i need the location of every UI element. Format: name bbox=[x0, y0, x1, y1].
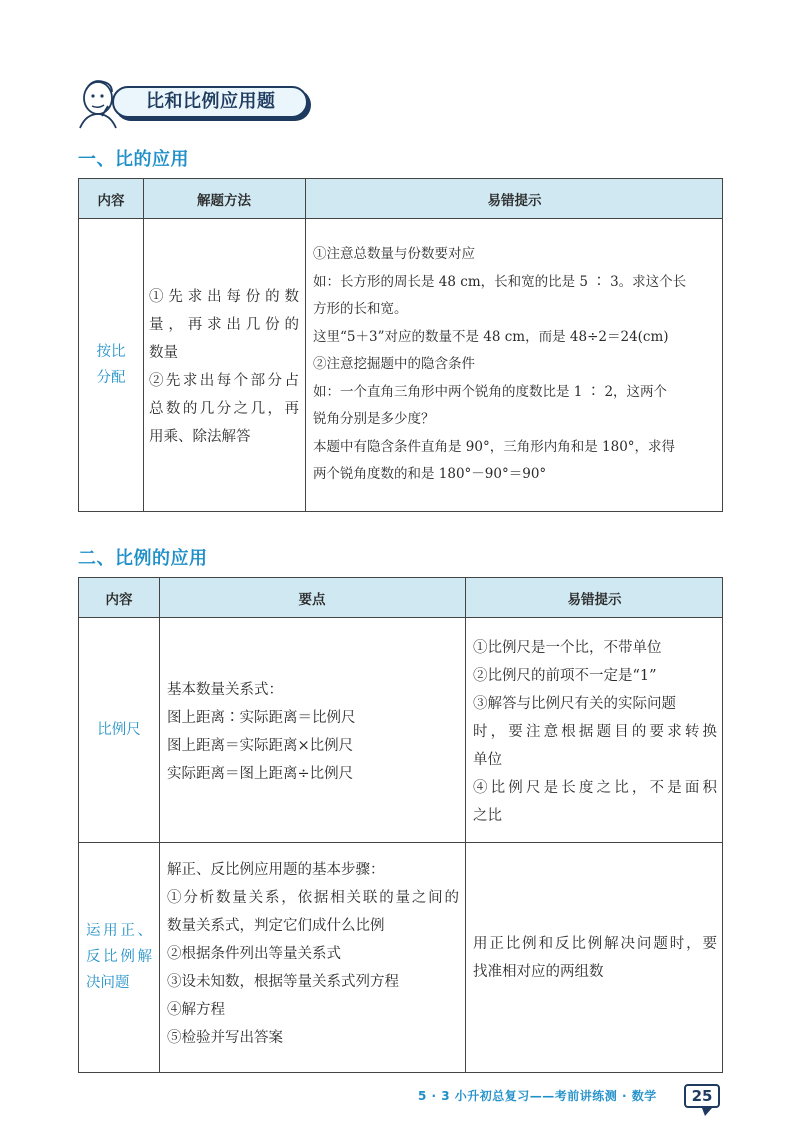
method-text: ①先求出每份的数 量，再求出几份的 数量 ②先求出每个部分占 总数的几分之几，再 用乘、除法解答 bbox=[149, 289, 299, 445]
scale-tips-text: ①比例尺是一个比，不带单位 ②比例尺的前项不一定是“1” ③解答与比例尺有关的实际问题 时，要注意根据题目的要求转换 单位 ④比例尺是长度之比，不是面积 之比 bbox=[473, 640, 717, 824]
ratio-table bbox=[78, 178, 723, 512]
page-title: 比和比例应用题 bbox=[146, 91, 276, 112]
header-tips: 易错提示 bbox=[487, 192, 542, 209]
title-banner bbox=[72, 76, 312, 132]
scale-points-text: 基本数量关系式： 图上距离∶实际距离＝比例尺 图上距离＝实际距离×比例尺 实际距离＝图上距离÷比例尺 bbox=[167, 682, 356, 782]
proportion-tips-text: 用正比例和反比例解决问题时，要 找准相对应的两组数 bbox=[473, 936, 717, 980]
section1-heading: 一、比的应用 bbox=[78, 149, 189, 170]
header-points: 要点 bbox=[298, 591, 326, 608]
header-content: 内容 bbox=[105, 591, 133, 608]
page-tab-icon bbox=[702, 1108, 712, 1116]
header-method: 解题方法 bbox=[197, 192, 251, 209]
header-content: 内容 bbox=[97, 192, 125, 209]
proportion-table bbox=[78, 577, 723, 1073]
proportion-points-text: 解正、反比例应用题的基本步骤： ①分析数量关系，依据相关联的量之间的 数量关系式，判定它们成什么比例 ②根据条件列出等量关系式 ③设未知数，根据等量关系式列方程 ④解方程 ⑤检验并写出答案 bbox=[167, 862, 459, 1046]
section2-heading: 二、比例的应用 bbox=[78, 548, 208, 569]
header-tips: 易错提示 bbox=[567, 591, 622, 608]
ratio-table-header bbox=[79, 179, 722, 219]
footer-text: 5 · 3 小升初总复习——考前讲练测 · 数学 bbox=[418, 1089, 657, 1103]
tips-text: ①注意总数量与份数要对应 如：长方形的周长是 48 cm，长和宽的比是 5 ∶ 3。求这个长 方形的长和宽。 这里“5＋3”对应的数量不是 48 cm，而是 48÷2＝24(cm) ②注意挖掘题中的隐含条件 如：一个直角三角形中两个锐角的度数比是 1 ∶ 2，这两个 锐角分别是多少度？ 本题中有隐含条件直角是 90°，三角形内角和是 180°，求得 两个锐角度数的和是 180°－90°＝90° bbox=[313, 246, 687, 482]
row-label-scale: 比例尺 bbox=[97, 722, 141, 738]
row-label-proportion-solving: 运用正、 反比例解 决问题 bbox=[86, 923, 152, 991]
page-number: 25 bbox=[684, 1084, 720, 1108]
proportion-table-header bbox=[79, 578, 722, 618]
row-label-ratio-distribution: 按比 分配 bbox=[96, 344, 126, 386]
